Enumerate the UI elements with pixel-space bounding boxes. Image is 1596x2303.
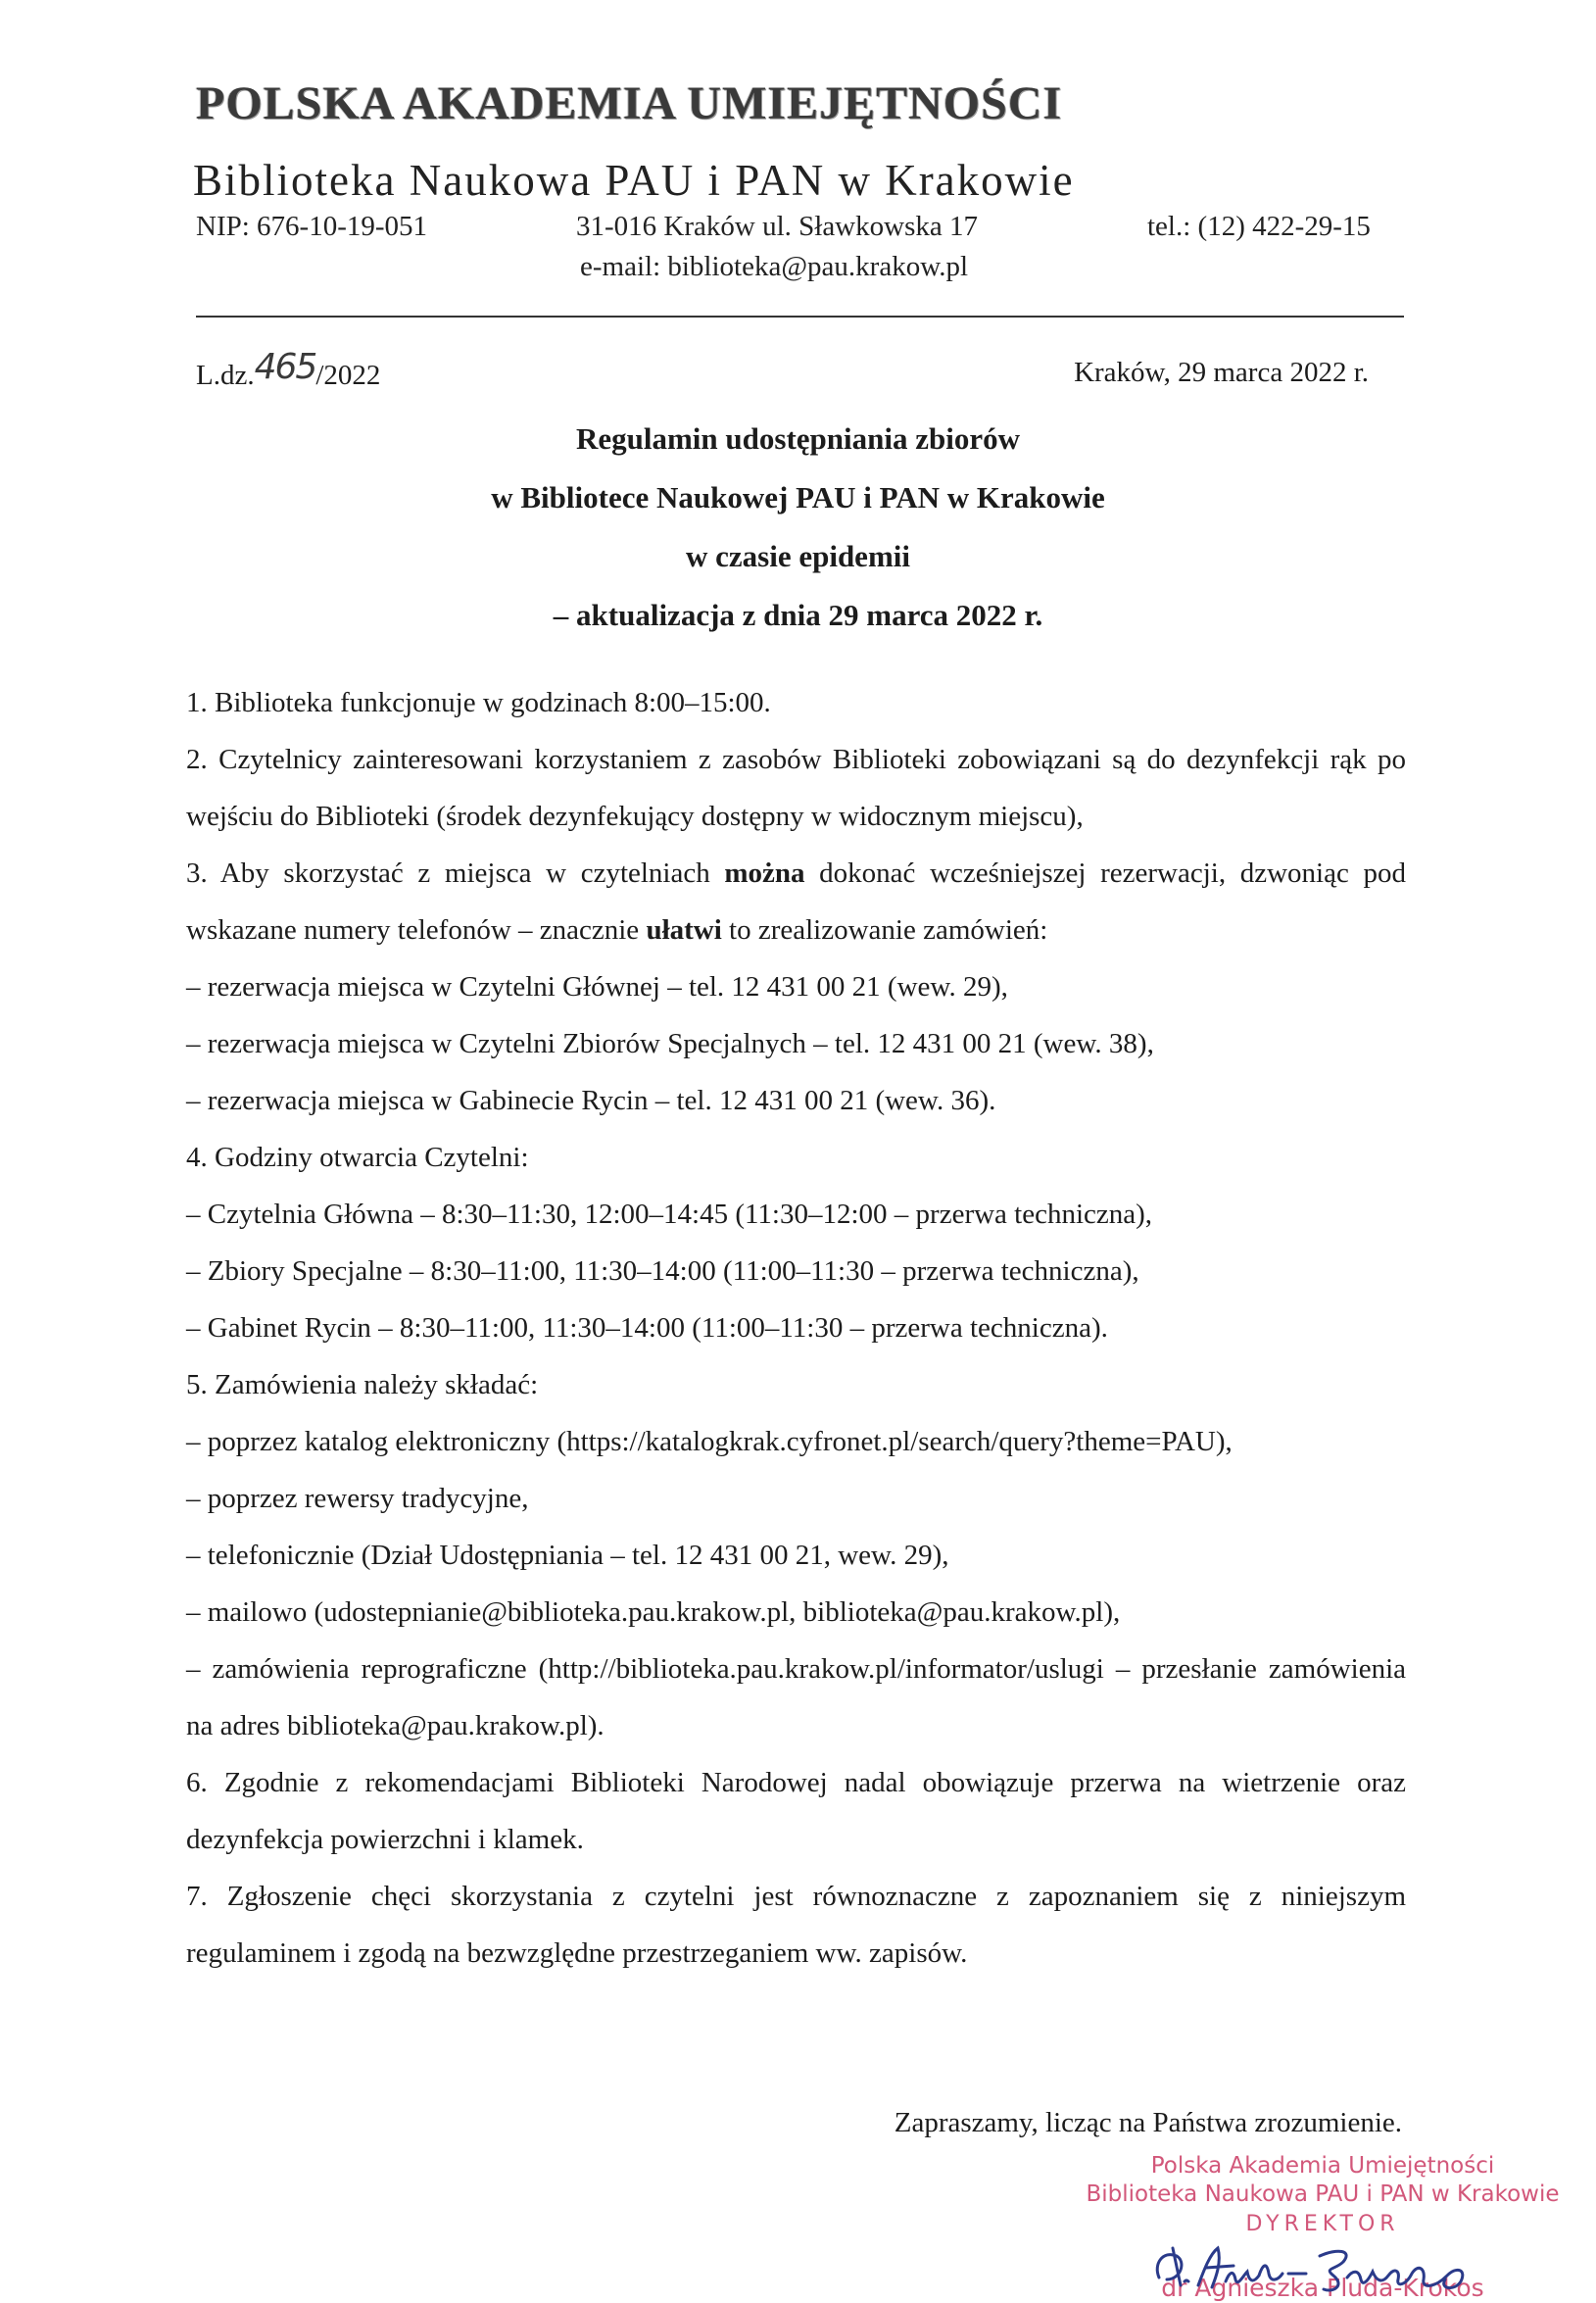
handwritten-number: 465: [254, 347, 316, 387]
library-name: Biblioteka Naukowa PAU i PAN w Krakowie: [193, 156, 1075, 205]
phone: tel.: (12) 422-29-15: [1147, 211, 1371, 242]
rule-3-text-c: dokonać wcześniejszej rezerwacji, dzwoniąc pod wskazane numery telefonów – znacznie: [186, 858, 1406, 946]
order-method-item: – poprzez rewersy tradycyjne,: [186, 1483, 529, 1514]
reference-prefix: L.dz.: [196, 360, 255, 391]
closing-line: Zapraszamy, licząc na Państwa zrozumienie.: [894, 2107, 1402, 2138]
stamp-line-3: DYREKTOR: [1245, 2212, 1400, 2236]
rule-3-text-e: to zrealizowanie zamówień:: [721, 914, 1048, 946]
stamp-line-name: dr Agnieszka Fluda-Krokos: [1161, 2274, 1484, 2302]
stamp-line-1: Polska Akademia Umiejętności: [1150, 2153, 1495, 2179]
rule-5: 5. Zamówienia należy składać:: [186, 1369, 539, 1400]
email: e-mail: biblioteka@pau.krakow.pl: [580, 251, 969, 282]
reservation-item: – rezerwacja miejsca w Czytelni Zbiorów Specjalnych – tel. 12 431 00 21 (wew. 38),: [186, 1028, 1154, 1059]
rule-3-text-a: 3. Aby skorzystać z miejsca w czytelniach: [186, 858, 725, 889]
order-method-item: – telefonicznie (Dział Udostępniania – tel. 12 431 00 21, wew. 29),: [186, 1540, 949, 1571]
document-title: [0, 410, 1596, 645]
rule-3-bold-mozna: można: [724, 858, 805, 889]
handwritten-signature: [1151, 2234, 1484, 2303]
organization-title: POLSKA AKADEMIA UMIEJĘTNOŚCI: [196, 77, 1063, 129]
title-line-3: w czasie epidemii: [685, 539, 910, 573]
title-line-1: Regulamin udostępniania zbiorów: [575, 421, 1020, 456]
header-divider: [196, 316, 1404, 318]
document-date: Kraków, 29 marca 2022 r.: [1074, 357, 1369, 388]
reference-number: [196, 347, 381, 393]
order-method-item: – poprzez katalog elektroniczny (https://katalogkrak.cyfronet.pl/search/query?theme=PAU),: [186, 1426, 1233, 1457]
reservation-item: – rezerwacja miejsca w Czytelni Głównej – tel. 12 431 00 21 (wew. 29),: [186, 971, 1008, 1003]
rule-4: 4. Godziny otwarcia Czytelni:: [186, 1142, 529, 1173]
rule-2: 2. Czytelnicy zainteresowani korzystaniem z zasobów Biblioteki zobowiązani są do dezynfekcji rąk po wejściu do Biblioteki (środek dezynfekujący dostępny w widocznym miejscu),: [186, 744, 1406, 832]
rule-1: 1. Biblioteka funkcjonuje w godzinach 8:00–15:00.: [186, 687, 771, 718]
hours-item: – Gabinet Rycin – 8:30–11:00, 11:30–14:00 (11:00–11:30 – przerwa techniczna).: [186, 1312, 1108, 1344]
reference-suffix: /2022: [315, 360, 381, 391]
regulations-body: [186, 674, 1406, 1982]
stamp-line-2: Biblioteka Naukowa PAU i PAN w Krakowie: [1086, 2181, 1560, 2207]
order-method-item: – mailowo (udostepnianie@biblioteka.pau.krakow.pl, biblioteka@pau.krakow.pl),: [186, 1596, 1121, 1628]
hours-item: – Zbiory Specjalne – 8:30–11:00, 11:30–14:00 (11:00–11:30 – przerwa techniczna),: [186, 1255, 1139, 1287]
rule-3: [186, 845, 1406, 958]
title-line-2: w Bibliotece Naukowej PAU i PAN w Krakowie: [491, 480, 1105, 514]
rule-7: 7. Zgłoszenie chęci skorzystania z czytelni jest równoznaczne z zapoznaniem się z niniejszym regulaminem i zgodą na bezwzględne przestrzeganiem ww. zapisów.: [186, 1881, 1406, 1969]
reservation-item: – rezerwacja miejsca w Gabinecie Rycin – tel. 12 431 00 21 (wew. 36).: [186, 1085, 996, 1116]
title-line-4: – aktualizacja z dnia 29 marca 2022 r.: [553, 598, 1043, 632]
order-method-item: – zamówienia reprograficzne (http://biblioteka.pau.krakow.pl/informator/uslugi – przesłanie zamówienia na adres biblioteka@pau.krakow.pl).: [186, 1653, 1406, 1741]
address: 31-016 Kraków ul. Sławkowska 17: [576, 211, 978, 242]
nip: NIP: 676-10-19-051: [196, 211, 428, 242]
rule-6: 6. Zgodnie z rekomendacjami Biblioteki Narodowej nadal obowiązuje przerwa na wietrzenie oraz dezynfekcja powierzchni i klamek.: [186, 1767, 1406, 1855]
hours-item: – Czytelnia Główna – 8:30–11:30, 12:00–14:45 (11:30–12:00 – przerwa techniczna),: [186, 1199, 1153, 1230]
rule-3-bold-ulatwi: ułatwi: [646, 914, 722, 946]
